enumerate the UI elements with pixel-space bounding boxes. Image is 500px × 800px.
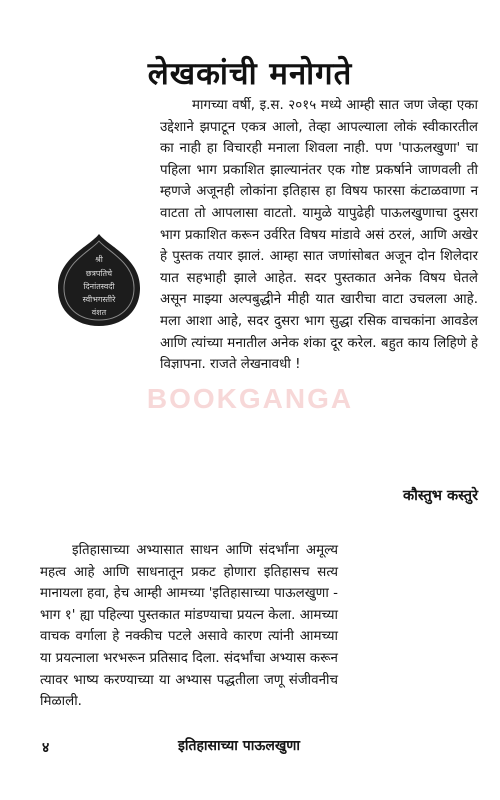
author-signature: कौस्तुभ कस्तुरे xyxy=(402,488,478,504)
running-title: इतिहासाच्या पाऊलखुणा xyxy=(178,738,301,754)
preface-paragraph-1: मागच्या वर्षी, इ.स. २०१५ मध्ये आम्ही सात जण जेव्हा एका उद्देशाने झपाटून एकत्र आलो, तेव्हा आपल्याला लोकं स्वीकारतील का नाही हा विचारही मनाला शिवला नाही. पण 'पाऊलखुणा' चा पहिला भाग प्रकाशित झाल्यानंतर एक गोष्ट प्रकर्षाने जाणवली ती म्हणजे अजूनही लोकांना इतिहास हा विषय फारसा कंटाळवाणा न वाटता तो आपलासा वाटतो. यामुळे यापुढेही पाऊलखुणाचा दुसरा भाग प्रकाशित करून उर्वरित विषय मांडावे असं ठरलं, आणि अखेर हे पुस्तक तयार झालं. आम्हा सात जणांसोबत अजून दोन शिलेदार यात सहभाही झाले आहेत. सदर पुस्तकात अनेक विषय घेतले असून माझ्या अल्पबुद्धीने मीही यात खारीचा वाटा उचलला आहे. मला आशा आहे, सदर दुसरा भाग सुद्धा रसिक वाचकांना आवडेल आणि त्यांच्या मनातील अनेक शंका दूर करेल. बहुत काय लिहिणे हे विज्ञापना. राजते लेखनावधी ! xyxy=(160,98,478,373)
page-number: ४ xyxy=(42,740,50,756)
watermark: BOOKGANGA xyxy=(146,383,354,414)
seal-line-1: श्री xyxy=(95,255,103,264)
seal-line-4: स्वीभगस्तीरे xyxy=(82,295,116,304)
seal-image xyxy=(56,232,142,328)
seal-line-5: वंशत xyxy=(91,308,107,317)
page-title: लेखकांची मनोगते xyxy=(147,56,353,92)
preface-paragraph-2: इतिहासाच्या अभ्यासात साधन आणि संदर्भांना अमूल्य महत्व आहे आणि साधनातून प्रकट होणारा इतिहासच सत्य मानायला हवा, हेच आम्ही आमच्या 'इतिहासाच्या पाऊलखुणा - भाग १' ह्या पहिल्या पुस्तकात मांडण्याचा प्रयत्न केला. आमच्या वाचक वर्गाला हे नक्कीच पटले असावे कारण त्यांनी आमच्या या प्रयत्नाला भरभरून प्रतिसाद दिला. संदर्भांचा अभ्यास करून त्यावर भाष्य करण्याच्या या अभ्यास पद्धतीला जणू संजीवनीच मिळाली. xyxy=(40,543,338,710)
seal-line-2: छत्रपतिचे xyxy=(85,269,113,278)
seal-line-3: दिनांतस्वदी xyxy=(83,282,115,291)
